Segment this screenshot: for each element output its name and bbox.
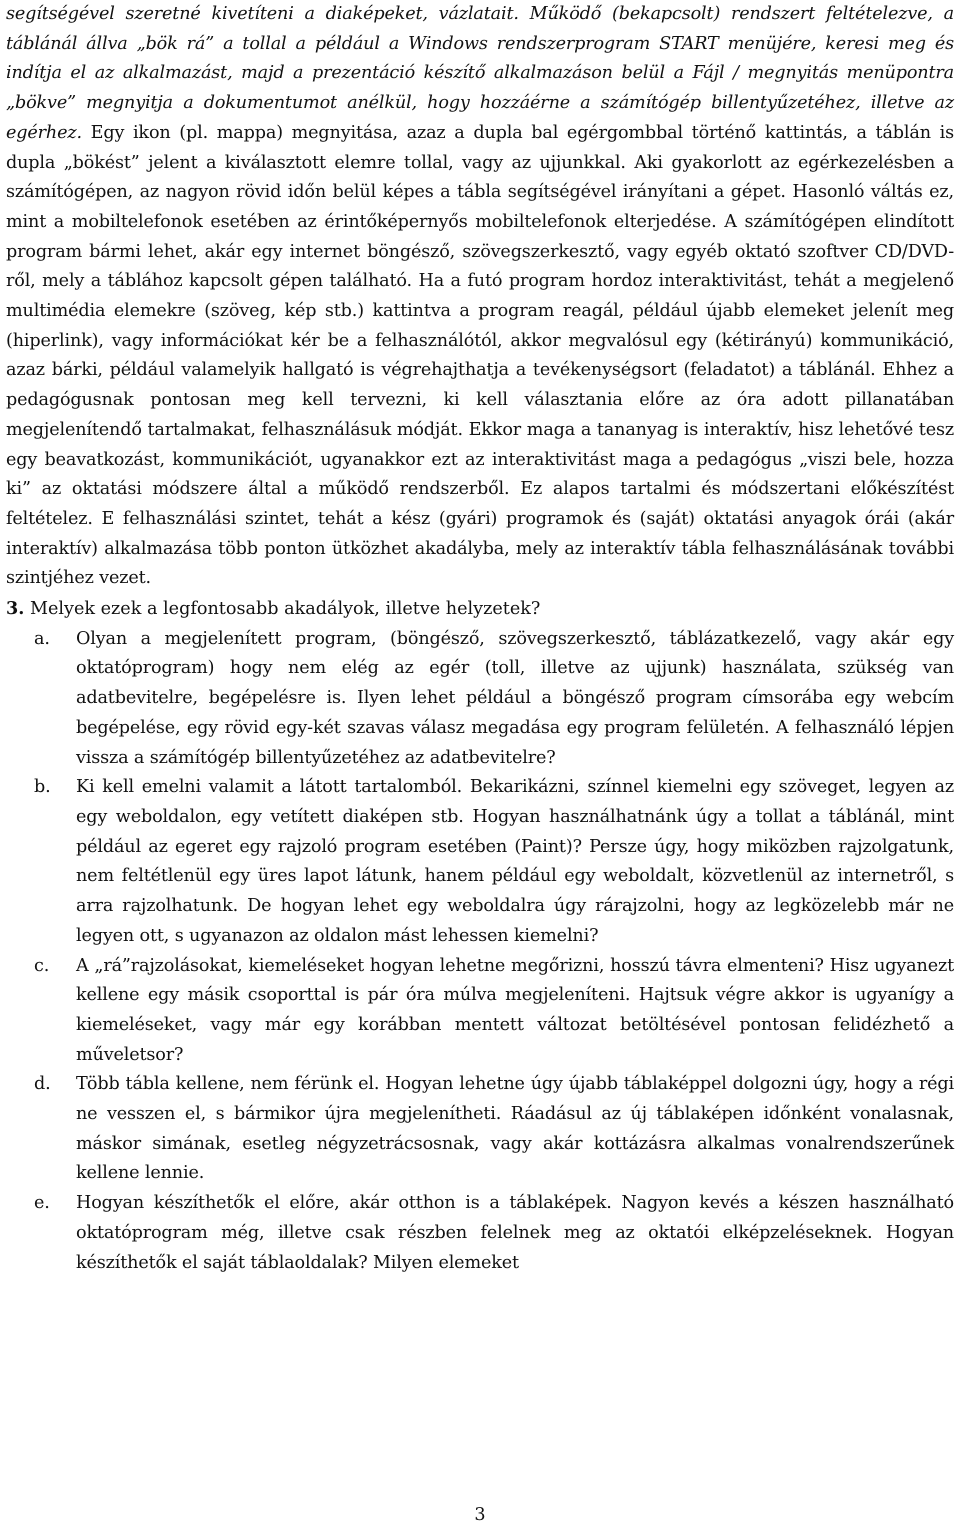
list-item-text: Olyan a megjelenített program, (böngésző, szövegszerkesztő, táblázatkezelő, vagy akár egy oktatóprogram) hogy nem elég az egér (toll, illetve az ujjunk) használata, szükség van adatbevitelre, begépelésre is. Ilyen lehet például a böngésző program címsorába egy webcím begépelése, egy rövid egy-két szavas válasz megadása egy program felületén. A felhasználó lépjen vissza a számítógép billentyűzetéhez az adatbevitelre?	[76, 628, 954, 768]
document-page	[6, 0, 954, 1278]
page-number: 3	[474, 1505, 486, 1525]
question-number: 3.	[6, 598, 25, 620]
list-item-text: Több tábla kellene, nem férünk el. Hogyan lehetne úgy újabb táblaképpel dolgozni úgy, hogy a régi ne vesszen el, s bármikor újra megjelenítheti. Ráadásul az új táblaképen időnként vonalasnak, máskor simának, esetleg négyzetrácsosnak, vagy akár kottázásra alkalmas vonalrendszerűnek kellene lennie.	[76, 1074, 954, 1184]
list-marker: e.	[34, 1193, 50, 1214]
list-item-text: A „rá”rajzolásokat, kiemeléseket hogyan lehetne megőrizni, hosszú távra elmenteni? Hisz ugyanezt kellene egy másik csoporttal is pár óra múlva megjeleníteni. Hajtsuk végre akkor is ugyanígy a kiemeléseket, vagy már egy korábban mentett változat betöltésével pontosan felidézhető a műveletsor?	[76, 955, 954, 1065]
list-marker: d.	[34, 1074, 51, 1095]
list-item-text: Hogyan készíthetők el előre, akár otthon is a táblaképek. Nagyon kevés a készen használható oktatóprogram még, illetve csak részben felelnek meg az oktatói elképzeléseknek. Hogyan készíthetők el saját táblaoldalak? Milyen elemeket	[76, 1193, 954, 1273]
list-item-e	[6, 1189, 954, 1278]
list-item-a	[6, 625, 954, 774]
list-item-b	[6, 773, 954, 951]
question-heading	[6, 594, 954, 625]
obstacle-list	[6, 625, 954, 1278]
list-item-c	[6, 952, 954, 1071]
italic-text: segítségével szeretné kivetíteni a diaképeket, vázlatait. Működő (bekapcsolt) rendszert feltételezve, a táblánál állva „bök rá” a tollal a például a Windows rendszerprogram START menüjére, keresi meg és indítja el az alkalmazást, majd a prezentáció készítő alkalmazáson belül a Fájl / megnyitás menüpontra „bökve” megnyitja a dokumentumot anélkül, hogy hozzáérne a számítógép billentyűzetéhez, illetve az egérhez.	[6, 4, 954, 143]
question-text: Melyek ezek a legfontosabb akadályok, illetve helyzetek?	[24, 599, 541, 620]
list-marker: a.	[34, 628, 50, 649]
body-paragraph	[6, 0, 954, 594]
normal-text: Egy ikon (pl. mappa) megnyitása, azaz a dupla bal egérgombbal történő kattintás, a táblán is dupla „bökést” jelent a kiválasztott elemre tollal, vagy az ujjunkkal. Aki gyakorlott az egérkezelésben a számítógépen, az nagyon rövid időn belül képes a tábla segítségével irányítani a gépet. Hasonló váltás ez, mint a mobiltelefonok esetében az érintőképernyős mobiltelefonok elterjedése. A számítógépen elindított program bármi lehet, akár egy internet böngésző, szövegszerkesztő, vagy egyéb oktató szoftver CD/DVD-ről, mely a táblához kapcsolt gépen található. Ha a futó program hordoz interaktivitást, tehát a megjelenő multimédia elemekre (szöveg, kép stb.) kattintva a program reagál, például újabb elemeket jelenít meg (hiperlink), vagy információkat kér be a felhasználótól, akkor megvalósul egy (kétirányú) kommunikáció, azaz bárki, például valamelyik hallgató is végrehajthatja a tevékenységsort (feladatot) a táblánál. Ehhez a pedagógusnak pontosan meg kell tervezni, ki kell választania előre az óra adott pillanatában megjelenítendő tartalmakat, felhasználásuk módját. Ekkor maga a tananyag is interaktív, hisz lehetővé tesz egy beavatkozást, kommunikációt, ugyanakkor ezt az interaktivitást maga a pedagógus „viszi bele, hozza ki” az oktatási módszere által a működő rendszerből. Ez alapos tartalmi és módszertani előkészítést feltételez. E felhasználási szintet, tehát a kész (gyári) programok és (saját) oktatási anyagok órái (akár interaktív) alkalmazása több ponton ütközhet akadályba, mely az interaktív tábla felhasználásának további szintjéhez vezet.	[6, 122, 954, 589]
list-item-text: Ki kell emelni valamit a látott tartalomból. Bekarikázni, színnel kiemelni egy szöveget, legyen az egy weboldalon, egy vetített diaképen stb. Hogyan használhatnánk úgy a tollat a táblánál, mint például az egeret egy rajzoló program esetében (Paint)? Persze úgy, hogy miközben rajzolgatunk, nem feltétlenül egy üres lapot látunk, hanem például egy weboldalt, közvetlenül az internetről, s arra rajzolhatunk. De hogyan lehet egy weboldalra úgy rárajzolni, hogy az legközelebb már ne legyen ott, s ugyanazon az oldalon mást lehessen kiemelni?	[76, 777, 954, 946]
list-item-d	[6, 1070, 954, 1189]
list-marker: b.	[34, 777, 51, 798]
list-marker: c.	[34, 955, 50, 976]
